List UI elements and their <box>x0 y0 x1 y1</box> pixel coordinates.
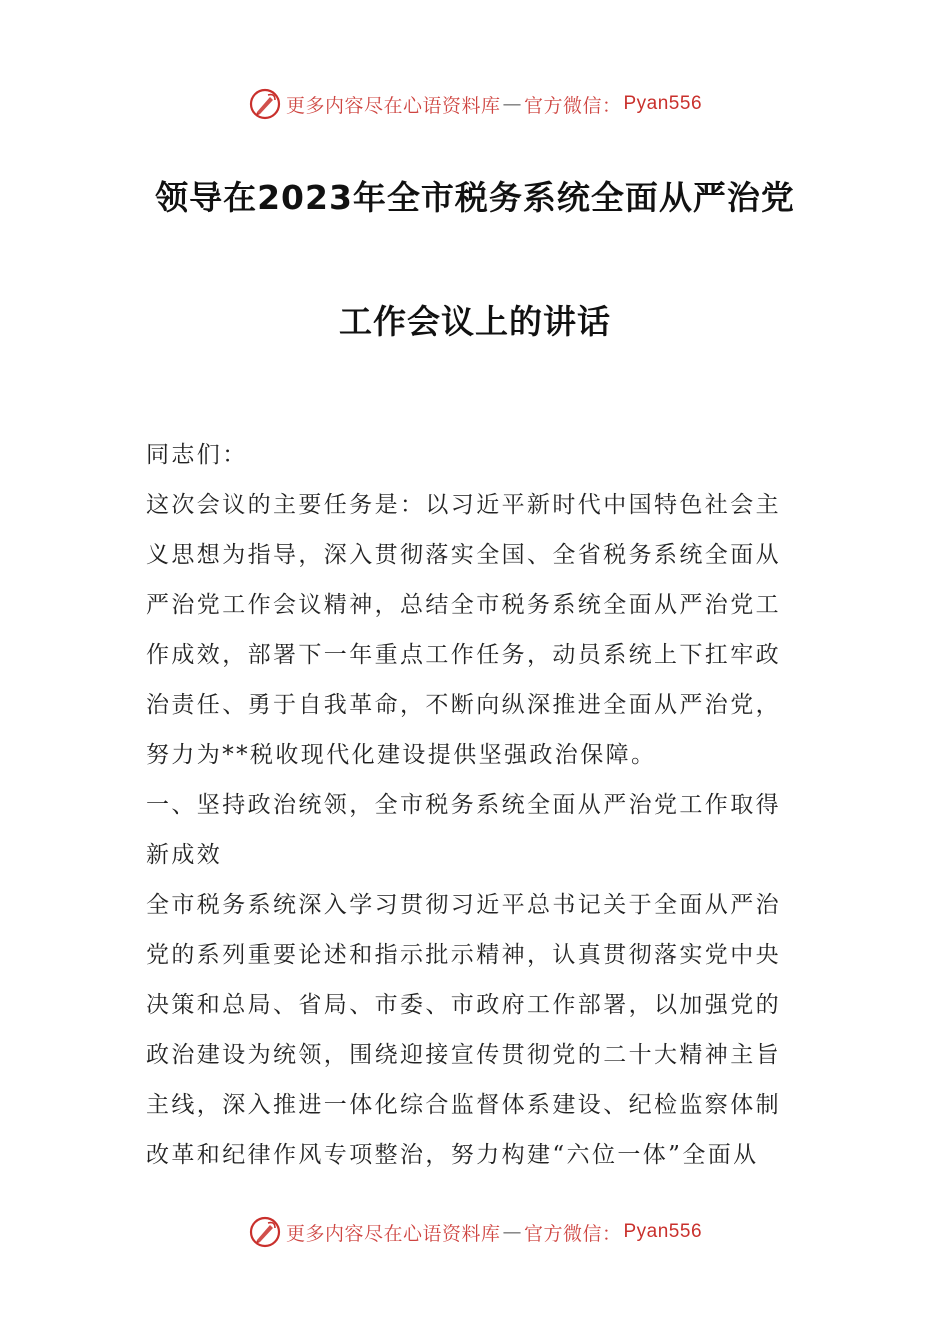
body-line: 这次会议的主要任务是：以习近平新时代中国特色社会主 <box>146 492 781 518</box>
watermark-wechat-id: Pyan556 <box>623 93 703 114</box>
body-line: 改革和纪律作风专项整治，努力构建“六位一体”全面从 <box>146 1142 759 1168</box>
pen-seal-icon <box>248 1215 282 1249</box>
body-line: 政治建设为统领，围绕迎接宣传贯彻党的二十大精神主旨 <box>146 1042 781 1068</box>
watermark-text: 更多内容尽在心语资料库 <box>285 94 501 117</box>
body-line: 努力为**税收现代化建设提供坚强政治保障。 <box>146 742 657 768</box>
watermark-text: 更多内容尽在心语资料库 <box>285 1222 501 1245</box>
body-line: 主线，深入推进一体化综合监督体系建设、纪检监察体制 <box>146 1092 781 1118</box>
body-line: 同志们： <box>146 442 248 468</box>
watermark-wechat-id: Pyan556 <box>623 1221 703 1242</box>
section-heading-line: 一、坚持政治统领，全市税务系统全面从严治党工作取得 <box>146 792 781 818</box>
watermark-footer <box>0 1212 950 1252</box>
watermark-separator: — <box>502 1221 522 1243</box>
pen-seal-icon <box>248 87 282 121</box>
watermark-separator: — <box>502 93 522 115</box>
body-line: 义思想为指导，深入贯彻落实全国、全省税务系统全面从 <box>146 542 781 568</box>
body-line: 严治党工作会议精神，总结全市税务系统全面从严治党工 <box>146 592 781 618</box>
watermark-header <box>0 84 950 124</box>
body-line: 治责任、勇于自我革命，不断向纵深推进全面从严治党， <box>146 692 781 718</box>
body-line: 作成效，部署下一年重点工作任务，动员系统上下扛牢政 <box>146 642 781 668</box>
section-heading-line: 新成效 <box>146 842 223 868</box>
body-line: 党的系列重要论述和指示批示精神，认真贯彻落实党中央 <box>146 942 781 968</box>
document-title-line-2: 工作会议上的讲话 <box>339 302 611 341</box>
body-line: 全市税务系统深入学习贯彻习近平总书记关于全面从严治 <box>146 892 781 918</box>
document-body <box>146 430 808 1180</box>
document-title-line-1: 领导在2023年全市税务系统全面从严治党 <box>155 178 795 217</box>
watermark-suffix: 官方微信： <box>523 94 622 117</box>
body-line: 决策和总局、省局、市委、市政府工作部署，以加强党的 <box>146 992 781 1018</box>
watermark-suffix: 官方微信： <box>523 1222 622 1245</box>
